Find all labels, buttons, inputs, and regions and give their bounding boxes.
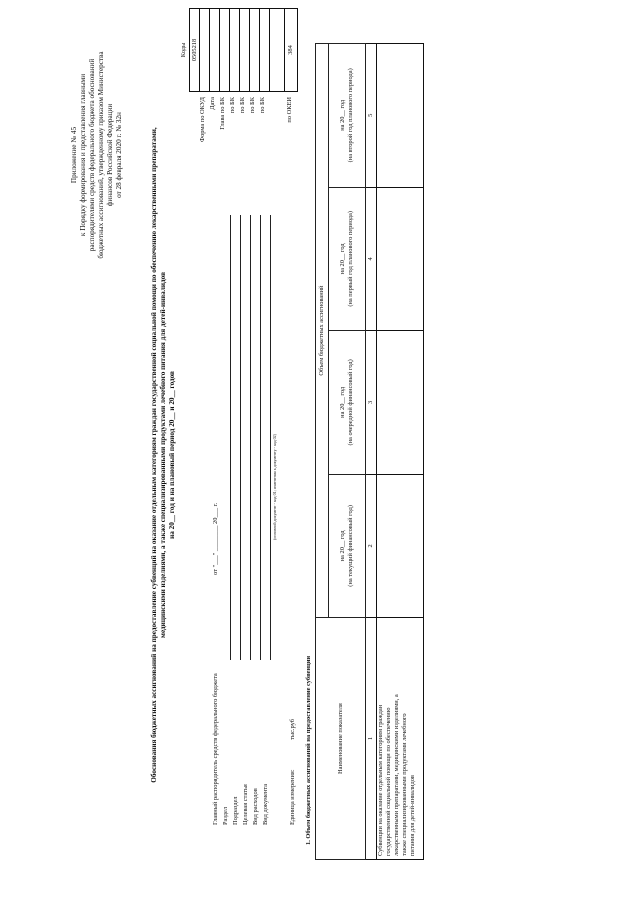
row-name xyxy=(377,618,424,860)
vid-rashodov-code-cell xyxy=(250,9,260,92)
glava-label: Глава по БК xyxy=(219,97,226,130)
celevaya-label: Целевая статья xyxy=(242,784,249,825)
row-text-line: государственной социальной помощи по обеспечению xyxy=(385,707,392,856)
appendix-line: финансов Российской Федерации xyxy=(106,103,114,207)
row-text-line: также специализированными продуктами лечебного xyxy=(401,713,408,856)
po-bk-label: по БК xyxy=(229,97,236,114)
vid-dokumenta-label: Вид документа xyxy=(262,783,269,825)
group-header: Объем бюджетных ассигнований xyxy=(316,44,329,618)
gr-label: Главный распорядитель средств федерального бюджета xyxy=(212,673,219,825)
razdel-code-cell xyxy=(220,9,230,92)
row-text-line: питания для детей-инвалидов xyxy=(409,775,416,856)
col-number: 4 xyxy=(366,187,377,331)
podrazdel-underline xyxy=(240,215,241,660)
date-label: Дата xyxy=(209,97,216,110)
allocations-table xyxy=(315,43,424,860)
col-number: 5 xyxy=(366,44,377,188)
col-number: 1 xyxy=(366,618,377,860)
title-line-1: Обоснования бюджетных ассигнований на предоставление субвенций на оказание отдельным категориям граждан государственной социальной помощи по обеспечению лекарственными препаратами, xyxy=(150,127,158,783)
col-header xyxy=(329,44,366,188)
codes-table xyxy=(179,8,298,92)
okud-code: 0505218 xyxy=(190,9,200,92)
celevaya-underline xyxy=(250,215,251,660)
col-header xyxy=(329,331,366,475)
appendix-header xyxy=(70,5,124,305)
value-cell xyxy=(377,474,424,618)
appendix-line: Приложение № 45 xyxy=(70,126,78,184)
section-1-heading: 1. Объем бюджетных ассигнований на предоставление субвенции xyxy=(305,655,312,845)
row-text-line: Субвенции на оказание отдельным категориям граждан xyxy=(377,704,384,856)
razdel-label: Раздел xyxy=(222,806,229,825)
col-sub: (на второй год планового периода) xyxy=(347,68,354,163)
po-bk-label: по БК xyxy=(239,97,246,114)
okei-code: 384 xyxy=(285,9,298,92)
document-title xyxy=(150,45,177,865)
col-year: на 20__ год xyxy=(339,99,346,131)
col-year: на 20__ год xyxy=(339,243,346,275)
appendix-line: бюджетных ассигнований, утвержденному приказом Министерства xyxy=(97,51,105,259)
okei-label: по ОКЕИ xyxy=(286,97,293,123)
appendix-line: распорядителями средств федерального бюджета обоснований xyxy=(88,58,96,252)
date-code-cell xyxy=(200,9,210,92)
value-cell xyxy=(377,44,424,188)
vid-rashodov-underline xyxy=(260,215,261,660)
blank-code-cell xyxy=(270,9,285,92)
okud-label: Форма по ОКУД xyxy=(199,97,206,142)
value-cell xyxy=(377,187,424,331)
col-name-header: Наименование показателя xyxy=(316,618,366,860)
podrazdel-code-cell xyxy=(230,9,240,92)
col-sub: (на текущий финансовый год) xyxy=(347,505,354,587)
vid-dokumenta-code-cell xyxy=(260,9,270,92)
col-sub: (на очередной финансовый год) xyxy=(347,359,354,446)
podrazdel-label: Подраздел xyxy=(232,796,239,825)
col-header xyxy=(329,187,366,331)
vid-dokumenta-underline xyxy=(270,215,271,660)
appendix-line: к Порядку формирования и представления главными xyxy=(79,73,87,237)
celevaya-code-cell xyxy=(240,9,250,92)
row-text-line: лекарственными препаратами, медицинскими изделиями, а xyxy=(393,694,400,856)
unit-value: тыс.руб xyxy=(289,719,296,740)
col-header xyxy=(329,474,366,618)
codes-header: Коды xyxy=(180,42,187,58)
glava-code-cell xyxy=(210,9,220,92)
title-line-3: на 20__ год и на плановый период 20__ и 20__ годов xyxy=(168,371,176,539)
col-number: 3 xyxy=(366,331,377,475)
vid-rashodov-label: Вид расходов xyxy=(252,788,259,825)
razdel-underline xyxy=(230,215,231,660)
document-kind-hint: (основной документ - код 01; изменения к документу - код 02) xyxy=(272,434,277,540)
value-cell xyxy=(377,331,424,475)
col-number: 2 xyxy=(366,474,377,618)
po-bk-label: по БК xyxy=(249,97,256,114)
date-line: от "___" ________ 20___ г. xyxy=(212,502,219,575)
col-year: на 20__ год xyxy=(339,386,346,418)
col-sub: (на первый год планового периода) xyxy=(347,211,354,307)
po-bk-label: по БК xyxy=(259,97,266,114)
unit-label: Единица измерения: xyxy=(289,769,296,825)
title-line-2: медицинскими изделиями, а также специализированными продуктами лечебного питания для детей-инвалидов xyxy=(159,272,167,638)
appendix-line: от 28 февраля 2020 г. № 32н xyxy=(115,112,123,198)
col-year: на 20__ год xyxy=(339,530,346,562)
